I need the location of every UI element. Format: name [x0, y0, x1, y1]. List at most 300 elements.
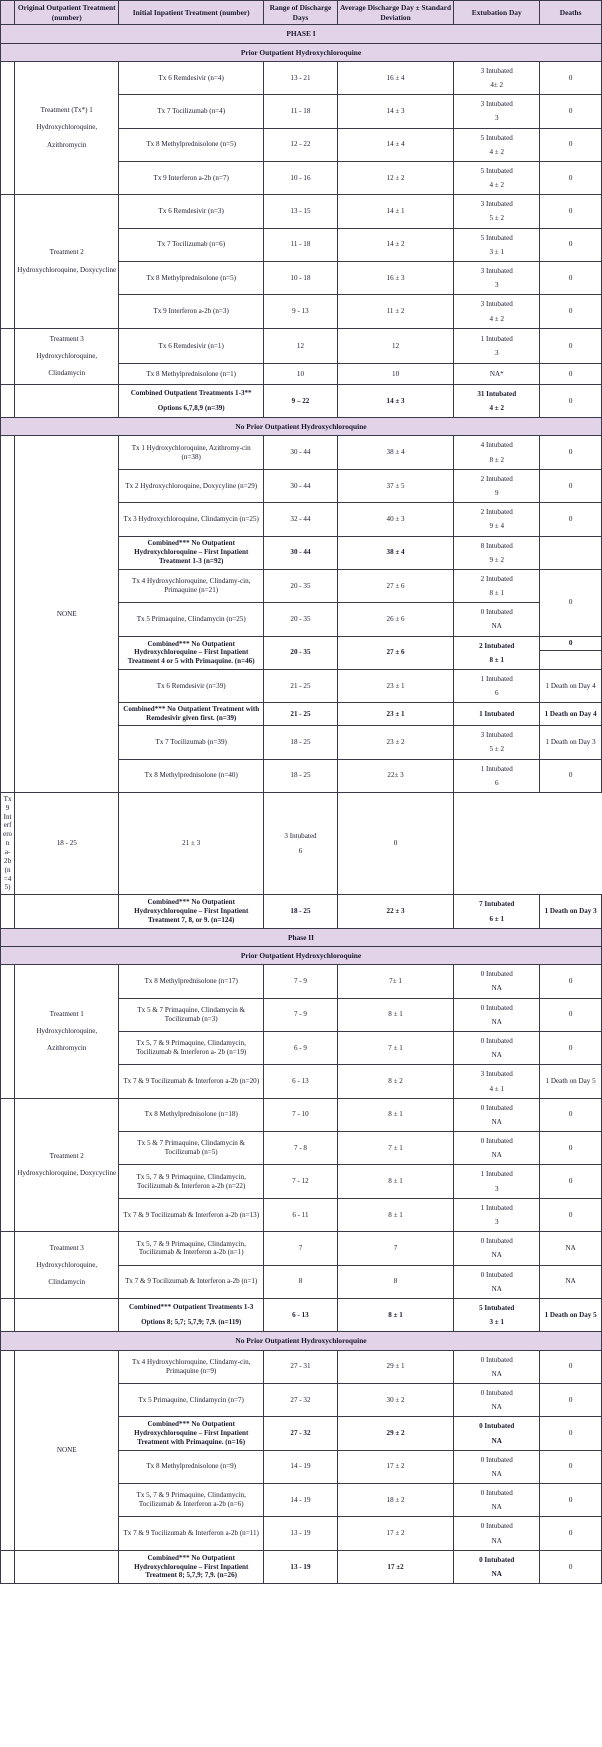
column-header-range-of-discharge-days: Range of Discharge Days: [264, 1, 338, 25]
extubation-count: 5 Intubated: [480, 233, 513, 242]
cell-range: 9 - 13: [264, 295, 338, 328]
cell-extubation: [454, 1198, 540, 1231]
band-prior-hcq-phase2: [1, 946, 602, 964]
row-rail: [1, 1232, 15, 1299]
cell-deaths: 0: [540, 328, 602, 364]
cell-range: 18 - 25: [15, 792, 119, 894]
cell-extubation: [454, 1031, 540, 1064]
table-row: [1, 1232, 602, 1265]
cell-extubation: [454, 1450, 540, 1483]
cell-extubation: [454, 759, 540, 792]
cell-extubation: [454, 128, 540, 161]
cell-deaths: NA: [540, 1232, 602, 1265]
cell-deaths: 0: [540, 95, 602, 128]
cell-deaths: 0: [540, 1484, 602, 1517]
cell-average: 7 ± 1: [337, 1132, 453, 1165]
extubation-count: 0 Intubated: [480, 1522, 513, 1531]
cell-range: 11 - 18: [264, 95, 338, 128]
row-rail: [1, 1350, 15, 1550]
row-rail: [1, 895, 15, 928]
band-label-prior-hcq: Prior Outpatient Hydroxychloroquine: [1, 43, 602, 61]
cell-average: 8: [337, 1265, 453, 1298]
table-body: [1, 25, 602, 1584]
cell-deaths: 0: [540, 636, 602, 650]
cell-extubation: [454, 1550, 540, 1583]
cell-range: 30 - 44: [264, 469, 338, 502]
extubation-count: 0 Intubated: [480, 1103, 513, 1112]
cell-extubation: [454, 1265, 540, 1298]
extubation-count: 3 Intubated: [480, 731, 513, 740]
band-label-no-prior-hcq: No Prior Outpatient Hydroxychloroquine: [1, 1332, 602, 1350]
cell-extubation: [454, 1350, 540, 1383]
extubation-day: 3: [494, 349, 499, 358]
row-rail: [1, 1098, 15, 1232]
cell-average: 23 ± 1: [337, 703, 453, 726]
table-row: [1, 328, 602, 364]
cell-average: 14 ± 4: [337, 128, 453, 161]
cell-average: 16 ± 4: [337, 61, 453, 94]
cell-average: 26 ± 6: [337, 603, 453, 636]
cell-extubation: [454, 636, 540, 669]
group-label-p1-treatment-3: [15, 328, 119, 384]
cell-extubation: [454, 726, 540, 759]
cell-range: 12 - 22: [264, 128, 338, 161]
group-label-p1-treatment-2: [15, 195, 119, 329]
cell-average: 30 ± 2: [337, 1383, 453, 1416]
cell-average: 7 ± 1: [337, 1031, 453, 1064]
cell-range: 6 - 9: [264, 1031, 338, 1064]
table-row-combined: [1, 384, 602, 417]
cell-deaths: 0: [540, 1098, 602, 1131]
cell-inpatient-treatment: Tx 7 Tocilizumab (n=39): [119, 726, 264, 759]
cell-deaths: 0: [540, 759, 602, 792]
cell-inpatient-treatment: [119, 1298, 264, 1331]
cell-deaths: 1 Death on Day 5: [540, 1298, 602, 1331]
cell-range: 7 - 8: [264, 1132, 338, 1165]
cell-range: 27 - 31: [264, 1350, 338, 1383]
cell-deaths: 0: [540, 1031, 602, 1064]
header-rail-cell: [1, 1, 15, 25]
extubation-day: 8 ± 2: [489, 455, 504, 464]
cell-extubation: [454, 1165, 540, 1198]
cell-deaths: 0: [540, 228, 602, 261]
cell-range: 9 – 22: [264, 384, 338, 417]
extubation-day: 3: [494, 281, 499, 290]
cell-average: 12 ± 2: [337, 161, 453, 194]
cell-average: 17 ±2: [337, 1550, 453, 1583]
cell-range: 21 - 25: [264, 703, 338, 726]
cell-average: 37 ± 5: [337, 469, 453, 502]
cell-inpatient-treatment: Tx 9 Interferon a-2b (n=7): [119, 161, 264, 194]
cell-inpatient-treatment: Combined*** No Outpatient Hydroxychloroquine – First Inpatient Treatment 4 or 5 with Primaquine. (n=46): [119, 636, 264, 669]
cell-average: 38 ± 4: [337, 436, 453, 469]
cell-deaths: 1 Death on Day 4: [540, 670, 602, 703]
group-name: Treatment 1: [49, 1009, 84, 1018]
cell-deaths-empty: [540, 650, 602, 670]
cell-extubation: [454, 228, 540, 261]
cell-average: 17 ± 2: [337, 1450, 453, 1483]
extubation-day: NA: [491, 1570, 502, 1579]
cell-deaths: 0: [337, 792, 453, 894]
cell-range: 20 - 35: [264, 569, 338, 602]
extubation-count: 0 Intubated: [480, 970, 513, 979]
cell-extubation: [454, 1417, 540, 1450]
cell-inpatient-treatment: Tx 7 & 9 Tocilizumab & Interferon a-2b (n=11): [119, 1517, 264, 1550]
extubation-count: 3 Intubated: [480, 66, 513, 75]
band-phase-1: [1, 25, 602, 43]
table-row: [1, 1098, 602, 1131]
group-label-p2-treatment-1: [15, 965, 119, 1099]
extubation-day: 5 ± 2: [489, 214, 504, 223]
extubation-count: 0 Intubated: [480, 1455, 513, 1464]
cell-inpatient-treatment: Tx 8 Methylprednisolone (n=17): [119, 965, 264, 998]
cell-inpatient-treatment: Tx 8 Methylprednisolone (n=5): [119, 262, 264, 295]
extubation-day: 4 ± 2: [489, 314, 504, 323]
cell-range: 18 - 25: [264, 759, 338, 792]
extubation-day: NA: [491, 1536, 502, 1545]
cell-deaths: 0: [540, 965, 602, 998]
extubation-count: 2 Intubated: [480, 508, 513, 517]
cell-deaths: 0: [540, 384, 602, 417]
group-label-empty: [15, 895, 119, 928]
cell-deaths: 0: [540, 1350, 602, 1383]
cell-average: 14 ± 3: [337, 384, 453, 417]
row-rail: [1, 965, 15, 1099]
extubation-count: 0 Intubated: [480, 1489, 513, 1498]
cell-range: 32 - 44: [264, 503, 338, 536]
group-label-p1-treatment-1: [15, 61, 119, 195]
group-label-empty: [15, 1550, 119, 1583]
group-drugs: Hydroxychloroquine, Azithromycin: [36, 123, 98, 149]
cell-deaths: 0: [540, 195, 602, 228]
cell-deaths: NA: [540, 1265, 602, 1298]
cell-inpatient-treatment: Combined*** No Outpatient Treatment with Remdesivir given first. (n=39): [119, 703, 264, 726]
cell-extubation: [454, 703, 540, 726]
extubation-day: NA: [491, 1284, 502, 1293]
extubation-day: 4 ± 2: [489, 403, 504, 412]
cell-extubation: [454, 95, 540, 128]
cell-extubation: [454, 670, 540, 703]
extubation-count: 2 Intubated: [479, 641, 515, 650]
cell-deaths: 0: [540, 1132, 602, 1165]
cell-range: 7: [264, 1232, 338, 1265]
group-name: Treatment 2: [49, 248, 84, 257]
cell-range: 10 - 18: [264, 262, 338, 295]
cell-extubation: [454, 603, 540, 636]
extubation-day: 6: [494, 689, 499, 698]
extubation-count: 3 Intubated: [480, 300, 513, 309]
cell-inpatient-treatment: Tx 5, 7 & 9 Primaquine, Clindamycin, Tocilizumab & Interferon a-2b (n=6): [119, 1484, 264, 1517]
column-header-extubation-day: Extubation Day: [454, 1, 540, 25]
cell-extubation: [454, 1065, 540, 1098]
extubation-day: NA: [491, 1436, 502, 1445]
cell-inpatient-treatment: Tx 4 Hydroxychloroquine, Clindamy-cin, Primaquine (n=9): [119, 1350, 264, 1383]
extubation-day: 9 ± 2: [489, 555, 504, 564]
cell-extubation: [454, 1232, 540, 1265]
band-phase-2: [1, 928, 602, 946]
cell-range: 13 - 19: [264, 1517, 338, 1550]
cell-average: 29 ± 1: [337, 1350, 453, 1383]
group-label-empty: [15, 1298, 119, 1331]
extubation-count: 3 Intubated: [480, 200, 513, 209]
combined-title: Combined Outpatient Treatments 1-3**: [130, 389, 252, 398]
extubation-count: 2 Intubated: [480, 474, 513, 483]
cell-range: 30 - 44: [264, 536, 338, 569]
cell-range: 27 - 32: [264, 1383, 338, 1416]
extubation-count: 0 Intubated: [479, 1422, 515, 1431]
extubation-count: 3 Intubated: [480, 100, 513, 109]
cell-extubation: [454, 1484, 540, 1517]
cell-deaths: 0: [540, 1517, 602, 1550]
table-row: [1, 61, 602, 94]
table-row: [1, 436, 602, 469]
extubation-count: 5 Intubated: [480, 133, 513, 142]
cell-extubation: [454, 469, 540, 502]
cell-inpatient-treatment: Tx 5, 7 & 9 Primaquine, Clindamycin, Tocilizumab & Interferon a-2b (n=1): [119, 1232, 264, 1265]
extubation-count: 31 Intubated: [477, 389, 517, 398]
cell-inpatient-treatment: Tx 8 Methylprednisolone (n=18): [119, 1098, 264, 1131]
cell-inpatient-treatment: Tx 9 Interferon a-2b (n=45): [1, 792, 15, 894]
cell-average: 8 ± 1: [337, 1098, 453, 1131]
cell-range: 27 - 32: [264, 1417, 338, 1450]
cell-range: 6 - 13: [264, 1298, 338, 1331]
table-row: [1, 1350, 602, 1383]
extubation-day: NA: [491, 1503, 502, 1512]
cell-average: 22 ± 3: [337, 895, 453, 928]
band-label-phase-1: PHASE I: [1, 25, 602, 43]
cell-range: 13 - 15: [264, 195, 338, 228]
band-label-phase-2: Phase II: [1, 928, 602, 946]
group-name: Treatment 2: [49, 1151, 84, 1160]
band-prior-hcq-phase1: [1, 43, 602, 61]
cell-inpatient-treatment: Tx 6 Remdesivir (n=39): [119, 670, 264, 703]
cell-range: 8: [264, 1265, 338, 1298]
column-header-average-discharge-day: Average Discharge Day ± Standard Deviation: [337, 1, 453, 25]
row-rail: [1, 1550, 15, 1583]
cell-average: 16 ± 3: [337, 262, 453, 295]
extubation-count: 0 Intubated: [480, 1388, 513, 1397]
cell-extubation: [454, 895, 540, 928]
cell-inpatient-treatment: Tx 7 Tocilizumab (n=4): [119, 95, 264, 128]
cell-extubation: [454, 569, 540, 602]
cell-inpatient-treatment: Tx 8 Methylprednisolone (n=1): [119, 364, 264, 384]
cell-extubation: [454, 1098, 540, 1131]
extubation-day: 3 ± 1: [489, 247, 504, 256]
cell-average: 27 ± 6: [337, 636, 453, 669]
table-row: [1, 792, 602, 894]
row-rail: [1, 195, 15, 329]
extubation-count: 0 Intubated: [480, 1355, 513, 1364]
extubation-day: 3: [494, 114, 499, 123]
cell-average: 38 ± 4: [337, 536, 453, 569]
table-row: [1, 965, 602, 998]
cell-extubation: [454, 503, 540, 536]
extubation-day: 4 ± 2: [489, 181, 504, 190]
cell-deaths: 0: [540, 1450, 602, 1483]
cell-deaths: [540, 536, 602, 569]
row-rail: [1, 1298, 15, 1331]
cell-deaths: 0: [540, 1165, 602, 1198]
combined-options: Options 6,7,8,9 (n=39): [157, 403, 225, 412]
cell-average: 27 ± 6: [337, 569, 453, 602]
cell-range: 7 - 9: [264, 965, 338, 998]
cell-range: 7 - 9: [264, 998, 338, 1031]
cell-range: 10 - 16: [264, 161, 338, 194]
cell-deaths: 0: [540, 161, 602, 194]
group-drugs: Hydroxychloroquine, Doxycycline: [17, 265, 117, 274]
cell-average: 10: [337, 364, 453, 384]
cell-range: 6 - 11: [264, 1198, 338, 1231]
cell-inpatient-treatment: Tx 8 Methylprednisolone (n=5): [119, 128, 264, 161]
cell-deaths: 0: [540, 503, 602, 536]
extubation-count: 5 Intubated: [480, 166, 513, 175]
extubation-count: 5 Intubated: [479, 1303, 515, 1312]
extubation-count: 0 Intubated: [479, 1555, 515, 1564]
extubation-count: 3 Intubated: [480, 267, 513, 275]
cell-average: 8 ± 2: [337, 1065, 453, 1098]
row-rail: [1, 328, 15, 384]
group-label-p2-treatment-3: [15, 1232, 119, 1299]
cell-extubation: [454, 161, 540, 194]
cell-deaths: 0: [540, 128, 602, 161]
extubation-count: 1 Intubated: [480, 334, 513, 343]
cell-inpatient-treatment: Tx 7 & 9 Tocilizumab & Interferon a-2b (n=1): [119, 1265, 264, 1298]
extubation-count: 0 Intubated: [480, 1270, 513, 1279]
cell-deaths: 0: [540, 1383, 602, 1416]
cell-inpatient-treatment: Combined*** No Outpatient Hydroxychloroquine – First Inpatient Treatment with Primaquine. (n=16): [119, 1417, 264, 1450]
cell-extubation: [454, 328, 540, 364]
cell-range: 12: [264, 328, 338, 364]
cell-range: 30 - 44: [264, 436, 338, 469]
cell-average: 11 ± 2: [337, 295, 453, 328]
extubation-day: 8 ± 1: [489, 655, 504, 664]
cell-inpatient-treatment: Tx 9 Interferon a-2b (n=3): [119, 295, 264, 328]
table-row: [1, 195, 602, 228]
band-no-prior-hcq-phase1: [1, 418, 602, 436]
cell-deaths: 0: [540, 1198, 602, 1231]
row-rail: [1, 384, 15, 417]
cell-deaths: 0: [540, 998, 602, 1031]
cell-deaths: 1 Death on Day 5: [540, 1065, 602, 1098]
group-label-none-phase2: NONE: [15, 1350, 119, 1550]
cell-deaths: 0: [540, 569, 602, 636]
extubation-day: NA: [491, 622, 502, 631]
group-drugs: Hydroxychloroquine, Clindamycin: [36, 1260, 98, 1286]
extubation-day: NA: [491, 1051, 502, 1060]
extubation-day: 6: [494, 778, 499, 787]
cell-average: 8 ± 1: [337, 1198, 453, 1231]
extubation-count: 0 Intubated: [480, 608, 513, 617]
group-drugs: Hydroxychloroquine, Doxycycline: [17, 1168, 117, 1177]
extubation-day: 9: [494, 488, 499, 497]
cell-extubation: [454, 436, 540, 469]
cell-average: 7± 1: [337, 965, 453, 998]
cell-inpatient-treatment: Tx 3 Hydroxychloroquine, Clindamycin (n=25): [119, 503, 264, 536]
extubation-count: 1 Intubated: [479, 710, 515, 719]
cell-average: 18 ± 2: [337, 1484, 453, 1517]
cell-inpatient-treatment: Tx 4 Hydroxychloroquine, Clindamy-cin, Primaquine (n=21): [119, 569, 264, 602]
group-name: Treatment 3: [49, 1243, 84, 1252]
band-label-no-prior-hcq: No Prior Outpatient Hydroxychloroquine: [1, 418, 602, 436]
cell-inpatient-treatment: Tx 8 Methylprednisolone (n=40): [119, 759, 264, 792]
cell-average: 22± 3: [337, 759, 453, 792]
extubation-day: 4 ± 1: [489, 1084, 504, 1093]
extubation-count: 0 Intubated: [480, 1137, 513, 1146]
cell-average: 7: [337, 1232, 453, 1265]
group-drugs: Hydroxychloroquine, Clindamycin: [36, 351, 98, 377]
cell-extubation: [454, 295, 540, 328]
extubation-day: 5 ± 2: [489, 745, 504, 754]
cell-inpatient-treatment: Tx 7 Tocilizumab (n=6): [119, 228, 264, 261]
extubation-day: 6: [298, 846, 303, 855]
cell-inpatient-treatment: Tx 7 & 9 Tocilizumab & Interferon a-2b (n=13): [119, 1198, 264, 1231]
cell-range: 13 - 21: [264, 61, 338, 94]
cell-inpatient-treatment: [119, 384, 264, 417]
cell-extubation: [264, 792, 338, 894]
cell-range: 14 - 19: [264, 1484, 338, 1517]
cell-deaths: 0: [540, 1550, 602, 1583]
cell-range: 18 - 25: [264, 726, 338, 759]
cell-deaths: 0: [540, 364, 602, 384]
cell-range: 6 - 13: [264, 1065, 338, 1098]
cell-deaths: 1 Death on Day 3: [540, 895, 602, 928]
table-row-combined: [1, 1550, 602, 1583]
cell-deaths: 1 Death on Day 3: [540, 726, 602, 759]
cell-extubation: [454, 195, 540, 228]
cell-inpatient-treatment: Tx 5 & 7 Primaquine, Clindamycin & Tocilizumab (n=5): [119, 1132, 264, 1165]
cell-deaths: 0: [540, 295, 602, 328]
cell-average: 14 ± 3: [337, 95, 453, 128]
extubation-day: NA: [491, 1469, 502, 1478]
extubation-count: 4 Intubated: [480, 441, 513, 450]
group-drugs: Hydroxychloroquine, Azithromycin: [36, 1026, 98, 1052]
cell-extubation: [454, 1298, 540, 1331]
table-row-combined: [1, 895, 602, 928]
cell-extubation: [454, 61, 540, 94]
extubation-count: 3 Intubated: [284, 832, 317, 841]
cell-average: 12: [337, 328, 453, 364]
extubation-day: NA: [491, 1117, 502, 1126]
extubation-day: NA: [491, 1369, 502, 1378]
cell-inpatient-treatment: Tx 5 Primaquine, Clindamycin (n=25): [119, 603, 264, 636]
cell-deaths: 0: [540, 469, 602, 502]
extubation-count: 1 Intubated: [480, 764, 513, 773]
table-row-combined: [1, 1298, 602, 1331]
extubation-day: NA: [491, 1017, 502, 1026]
cell-inpatient-treatment: Tx 5 Primaquine, Clindamycin (n=7): [119, 1383, 264, 1416]
group-name: Treatment 3: [49, 334, 84, 343]
combined-title: Combined*** Outpatient Treatments 1-3: [129, 1303, 254, 1312]
band-no-prior-hcq-phase2: [1, 1332, 602, 1350]
cell-deaths: 0: [540, 436, 602, 469]
extubation-day: 3 ± 1: [489, 1318, 504, 1327]
cell-inpatient-treatment: Tx 2 Hydroxychloroquine, Doxycyline (n=29): [119, 469, 264, 502]
cell-extubation: [454, 1383, 540, 1416]
cell-deaths: 0: [540, 1417, 602, 1450]
group-name: Treatment (Tx*) 1: [40, 106, 93, 115]
cell-extubation: [454, 1517, 540, 1550]
row-rail: [1, 436, 15, 792]
cell-inpatient-treatment: Tx 6 Remdesivir (n=3): [119, 195, 264, 228]
extubation-count: 8 Intubated: [480, 541, 513, 550]
cell-average: 40 ± 3: [337, 503, 453, 536]
cell-inpatient-treatment: Combined*** No Outpatient Hydroxychloroquine – First Inpatient Treatment 7, 8, or 9. (n=124): [119, 895, 264, 928]
cell-extubation: [454, 965, 540, 998]
cell-range: 21 - 25: [264, 670, 338, 703]
header-row: [1, 1, 602, 25]
extubation-day: 4± 2: [490, 80, 504, 89]
cell-range: 20 - 35: [264, 636, 338, 669]
